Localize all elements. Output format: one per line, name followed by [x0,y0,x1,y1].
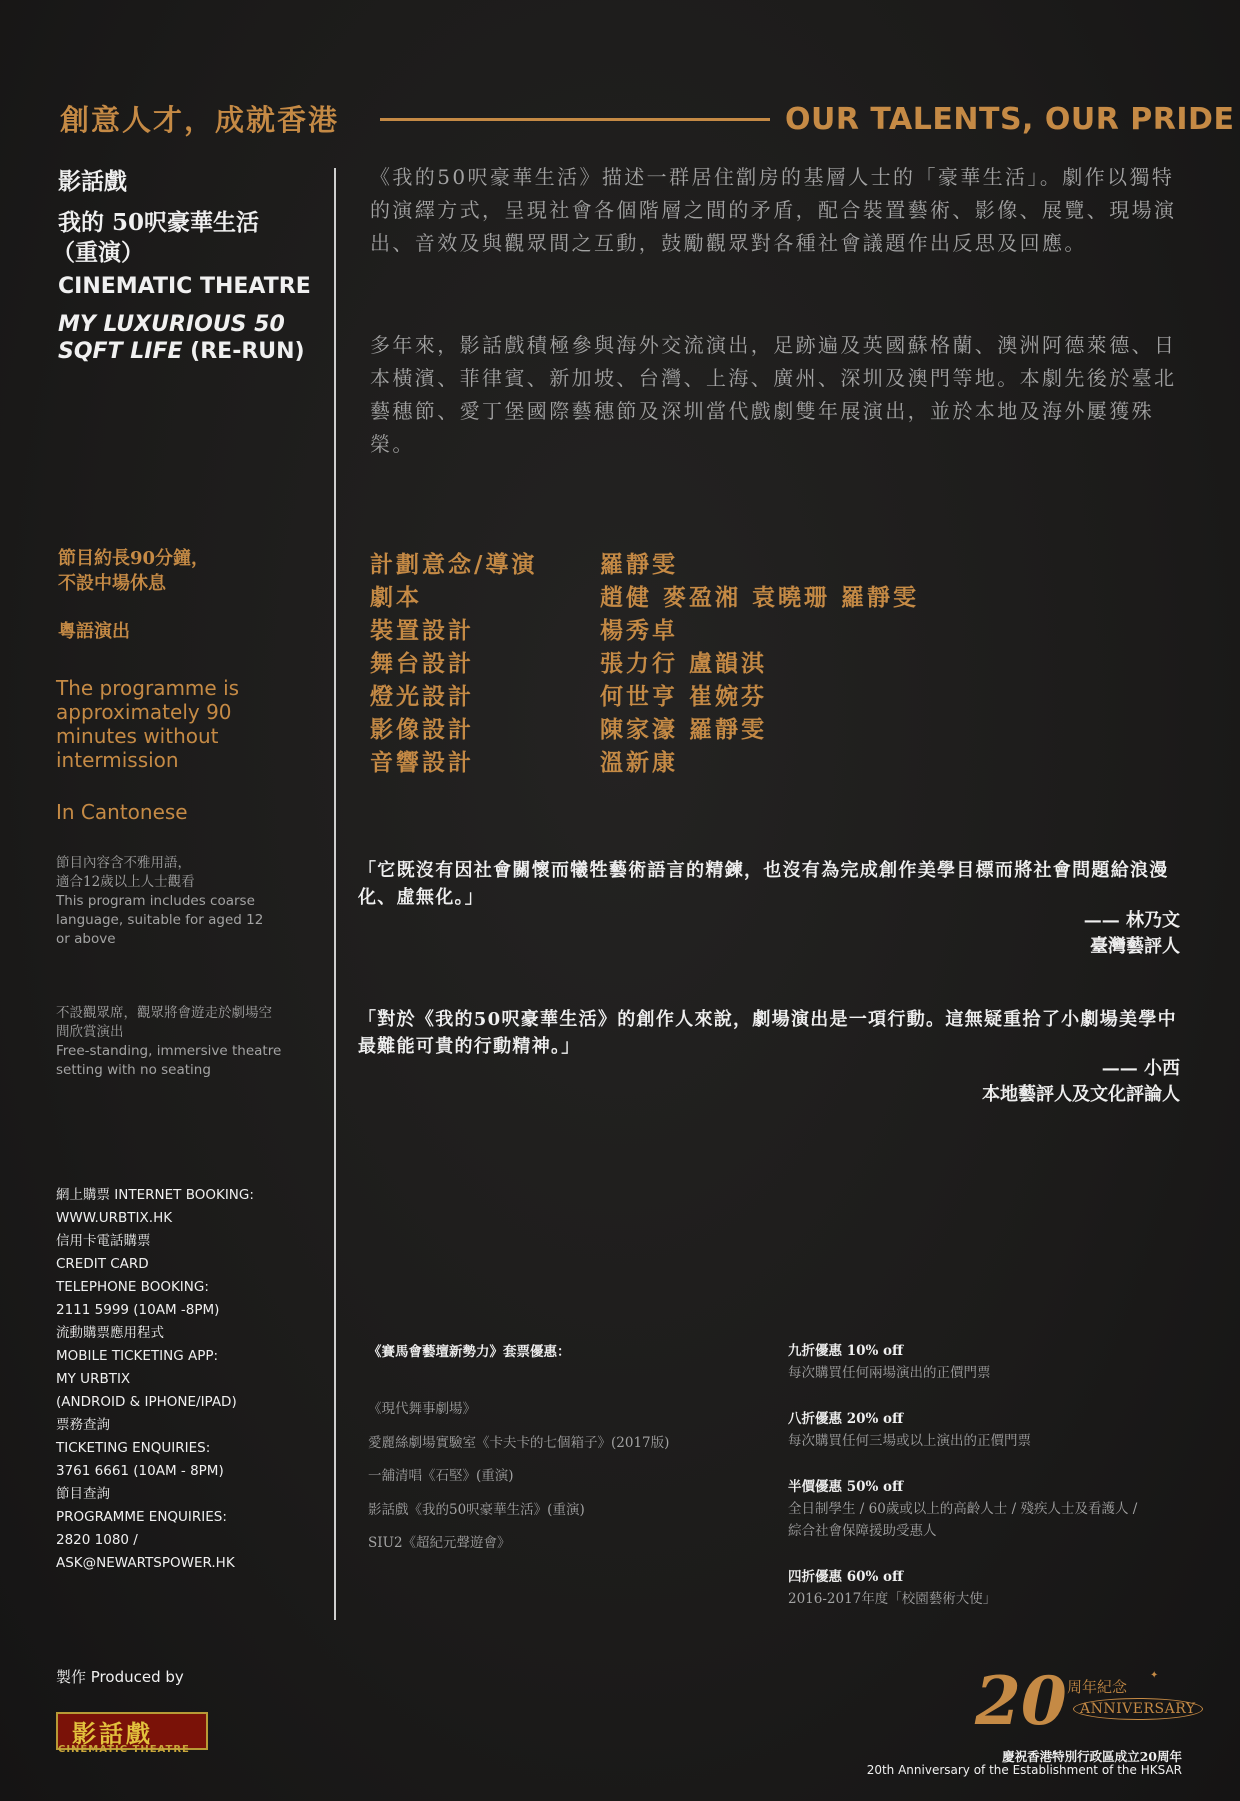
logo-text-zh: 影話戲 [72,1719,153,1748]
credit-name: 何世亨 崔婉芬 [600,683,768,710]
advisory-zh-line: 適合12歲以上人士觀看 [56,874,195,890]
package-show-item: SIU2《超紀元聲遊會》 [368,1535,511,1551]
booking-email-link[interactable]: ASK@NEWARTSPOWER.HK [56,1555,235,1571]
booking-phone: 2111 5999 (10AM -8PM) [56,1302,220,1318]
booking-line: (ANDROID & IPHONE/IPAD) [56,1394,237,1410]
credit-role: 裝置設計 [370,617,474,644]
description-paragraph-2: 多年來，影話戲積極參與海外交流演出，足跡遍及英國蘇格蘭、澳洲阿德萊德、日本橫濱、菲律賓、新加坡、台灣、上海、廣州、深圳及澳門等地。本劇先後於臺北藝穗節、愛丁堡國際藝穗節及深圳當代戲劇雙年展演出，並於本地及海外屢獲殊榮。 [370,333,1177,456]
booking-line: 節目查詢 [56,1486,110,1502]
booking-website-link[interactable]: WWW.URBTIX.HK [56,1210,173,1226]
description-paragraph-1: 《我的50呎豪華生活》描述一群居住劏房的基層人士的「豪華生活」。劇作以獨特的演繹方式，呈現社會各個階層之間的矛盾，配合裝置藝術、影像、展覽、現場演出、音效及與觀眾間之互動，鼓勵觀眾對各種社會議題作出反思及回應。 [370,165,1177,255]
header-title-en: OUR TALENTS, OUR PRIDE [785,102,1235,137]
credit-role: 音響設計 [370,749,474,776]
discount-list [788,1340,1137,1634]
package-show-item: 一舖清唱《石堅》(重演) [368,1468,514,1484]
credit-role: 計劃意念/導演 [370,551,538,578]
discount-desc: 2016-2017年度「校園藝術大使」 [788,1591,997,1607]
show-title-zh-line2: （重演） [52,239,144,266]
seating-en-line: Free-standing, immersive theatre [56,1043,282,1059]
discount-item [788,1476,1137,1542]
discount-title: 四折優惠 60% off [788,1569,904,1585]
advisory-en-line: This program includes coarse [56,893,255,909]
credit-row [370,579,919,612]
seating-note [56,1004,281,1080]
duration-en-line: minutes without [56,724,219,748]
column-divider [334,168,336,1620]
booking-line: PROGRAMME ENQUIRIES: [56,1509,227,1525]
booking-line: 信用卡電話購票 [56,1233,151,1249]
booking-line: MOBILE TICKETING APP: [56,1348,219,1364]
discount-item [788,1340,1137,1384]
credit-name: 楊秀卓 [600,617,678,644]
language-en: In Cantonese [56,800,188,824]
credit-row [370,678,919,711]
advisory-zh-line: 節目內容含不雅用語， [56,855,191,871]
credit-name: 張力行 盧韻淇 [600,650,768,677]
anniversary-label-en: ANNIVERSARY [1073,1698,1203,1720]
sparkle-icon: ✦ [1150,1670,1159,1681]
discount-item [788,1566,1137,1610]
credit-name: 羅靜雯 [600,551,678,578]
quote-author: —— 林乃文 [1083,910,1180,931]
language-zh: 粵語演出 [58,621,130,642]
quote-author-title: 本地藝評人及文化評論人 [982,1084,1180,1105]
anniversary-caption-zh: 慶祝香港特別行政區成立20周年 [1002,1749,1182,1764]
show-title-en-rerun: (RE-RUN) [182,339,305,364]
advisory-en-line: or above [56,931,116,947]
discount-title: 八折優惠 20% off [788,1411,904,1427]
credit-role: 劇本 [370,584,422,611]
anniversary-caption-en: 20th Anniversary of the Establishment of the HKSAR [866,1763,1182,1777]
anniversary-number: 20 [975,1662,1067,1740]
produced-by: 製作 Produced by [56,1668,184,1686]
credit-name: 陳家濠 羅靜雯 [600,716,768,743]
credit-role: 燈光設計 [370,683,474,710]
package-offer-shows [368,1340,669,1565]
package-show-item: 愛麗絲劇場實驗室《卡夫卡的七個箱子》(2017版) [368,1434,670,1451]
discount-item [788,1408,1137,1452]
company-name-en: CINEMATIC THEATRE [58,274,311,299]
booking-line: CREDIT CARD [56,1256,149,1272]
booking-phone: 2820 1080 / [56,1532,138,1548]
credit-name: 趙健 麥盈湘 袁曉珊 羅靜雯 [600,584,920,611]
header-rule [380,118,770,121]
show-title-en-line1: MY LUXURIOUS 50 [58,312,285,337]
credit-row [370,546,919,579]
company-name-zh: 影話戲 [58,168,127,195]
credit-name: 溫新康 [600,749,678,776]
review-quote-2: 「對於《我的50呎豪華生活》的創作人來說，劇場演出是一項行動。這無疑重拾了小劇場美學中最難能可貴的行動精神。」 [358,1009,1177,1057]
credits-list [370,546,919,777]
discount-desc: 每次購買任何三場或以上演出的正價門票 [788,1433,1031,1449]
review-quote-1: 「它既沒有因社會關懷而犧牲藝術語言的精鍊，也沒有為完成創作美學目標而將社會問題給浪漫化、虛無化。」 [358,860,1169,908]
review-quote-1-attribution [1084,908,1180,960]
duration-zh [58,546,209,596]
credit-row [370,744,919,777]
credit-role: 影像設計 [370,716,474,743]
duration-zh-line1: 節目約長90分鐘， [58,548,210,569]
advisory-en-line: language, suitable for aged 12 [56,912,264,928]
package-show-item: 影話戲《我的50呎豪華生活》(重演) [368,1501,585,1518]
discount-title: 半價優惠 50% off [788,1479,904,1495]
header-title-zh: 創意人才，成就香港 [60,103,340,137]
quote-author-title: 臺灣藝評人 [1090,936,1180,957]
credit-row [370,645,919,678]
duration-en-line: The programme is [56,676,240,700]
advisory-note [56,854,263,949]
booking-line: TELEPHONE BOOKING: [56,1279,209,1295]
duration-zh-line2: 不設中場休息 [58,573,166,594]
package-offer-title: 《賽馬會藝壇新勢力》套票優惠： [368,1344,571,1360]
seating-zh-line: 不設觀眾席，觀眾將會遊走於劇場空 [56,1005,272,1021]
seating-zh-line: 間欣賞演出 [56,1024,124,1040]
discount-desc: 綜合社會保障援助受惠人 [788,1523,937,1539]
discount-desc: 全日制學生 / 60歲或以上的高齡人士 / 殘疾人士及看護人 / [788,1501,1138,1517]
booking-phone: 3761 6661 (10AM - 8PM) [56,1463,224,1479]
credit-role: 舞台設計 [370,650,474,677]
discount-title: 九折優惠 10% off [788,1343,904,1359]
credit-row [370,612,919,645]
show-title-en-sqft: SQFT LIFE [58,339,183,364]
duration-en-line: intermission [56,748,179,772]
booking-info [56,1184,254,1575]
hksar-20th-anniversary-emblem [975,1662,1196,1752]
anniversary-label-zh: 周年紀念 [1067,1678,1128,1696]
seating-en-line: setting with no seating [56,1062,211,1078]
booking-line: TICKETING ENQUIRIES: [56,1440,211,1456]
logo-text-en: CINEMATIC THEATRE [58,1744,190,1755]
discount-desc: 每次購買任何兩場演出的正價門票 [788,1365,991,1381]
show-title-zh-line1: 我的 50呎豪華生活 [58,209,260,236]
duration-en [56,676,239,772]
booking-line: 網上購票 INTERNET BOOKING: [56,1187,254,1203]
booking-line: MY URBTIX [56,1371,131,1387]
duration-en-line: approximately 90 [56,700,232,724]
booking-line: 票務查詢 [56,1417,110,1433]
credit-row [370,711,919,744]
quote-author: —— 小西 [1101,1058,1180,1079]
package-show-item: 《現代舞事劇場》 [368,1401,476,1417]
booking-line: 流動購票應用程式 [56,1325,164,1341]
show-title-en-line2 [58,339,305,364]
review-quote-2-attribution [982,1056,1180,1108]
